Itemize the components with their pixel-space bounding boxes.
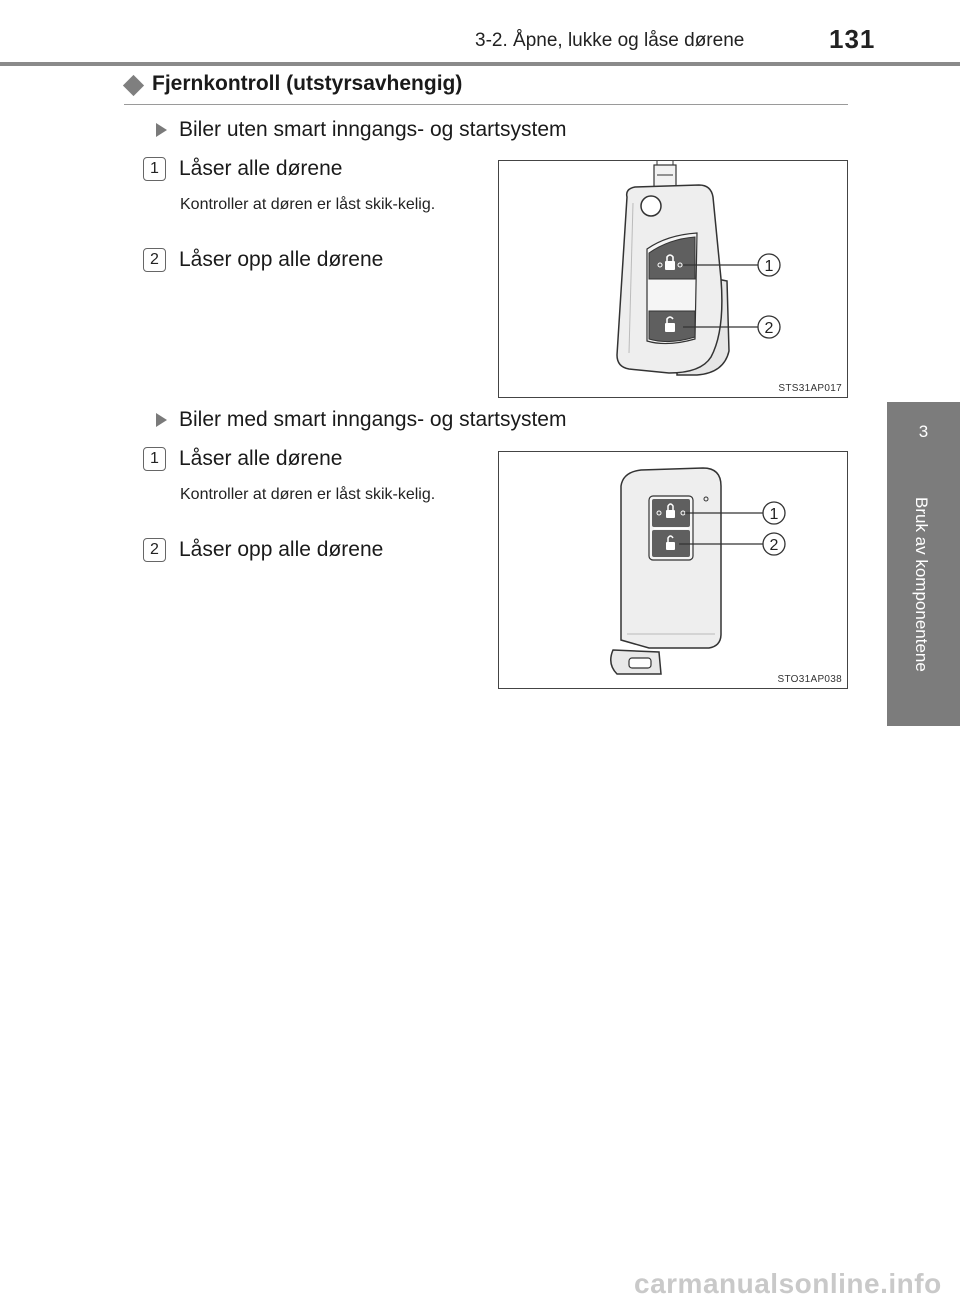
section-divider: [124, 104, 848, 105]
callout-1: 1: [764, 258, 774, 275]
list-item: [143, 248, 383, 272]
callout-2: 2: [764, 320, 774, 337]
section-title: Fjernkontroll (utstyrsavhengig): [152, 72, 463, 95]
list-item: [143, 447, 342, 471]
watermark-logo: carmanualsonline.info: [634, 1268, 942, 1299]
number-badge: 2: [143, 538, 166, 562]
callout-1: 1: [769, 506, 779, 523]
list-item: [143, 538, 383, 562]
smart-key-illustration: [499, 452, 847, 688]
chapter-header: 3-2. Åpne, lukke og låse dørene: [475, 30, 745, 51]
callout-2: 2: [769, 537, 779, 554]
flip-key-figure: [498, 160, 848, 398]
list-item: [143, 157, 342, 181]
page-number: 131: [829, 24, 876, 54]
number-badge: 1: [143, 157, 166, 181]
subheading-without-smart-entry: [156, 118, 567, 142]
subheading-text: Biler uten smart inngangs- og startsystem: [179, 118, 567, 141]
section-heading: [126, 72, 462, 96]
triangle-bullet-icon: [156, 413, 167, 427]
side-tab-number: 3: [918, 422, 929, 441]
chapter-side-tab: [887, 402, 960, 726]
subheading-text: Biler med smart inngangs- og startsystem: [179, 408, 567, 431]
subheading-with-smart-entry: [156, 408, 566, 432]
item-label: Låser alle dørene: [179, 157, 343, 180]
item-label: Låser opp alle dørene: [179, 538, 384, 561]
number-badge: 1: [143, 447, 166, 471]
triangle-bullet-icon: [156, 123, 167, 137]
smart-key-figure: [498, 451, 848, 689]
diamond-bullet-icon: [123, 74, 144, 95]
side-tab-title: Bruk av komponentene: [912, 497, 931, 672]
figure-code: STO31AP038: [777, 674, 842, 685]
item-note: Kontroller at døren er låst skik-kelig.: [180, 486, 436, 503]
flip-key-illustration: [499, 161, 847, 397]
header-rule: [0, 62, 960, 66]
item-label: Låser alle dørene: [179, 447, 343, 470]
item-label: Låser opp alle dørene: [179, 248, 384, 271]
number-badge: 2: [143, 248, 166, 272]
figure-code: STS31AP017: [778, 383, 842, 394]
item-note: Kontroller at døren er låst skik-kelig.: [180, 196, 436, 213]
